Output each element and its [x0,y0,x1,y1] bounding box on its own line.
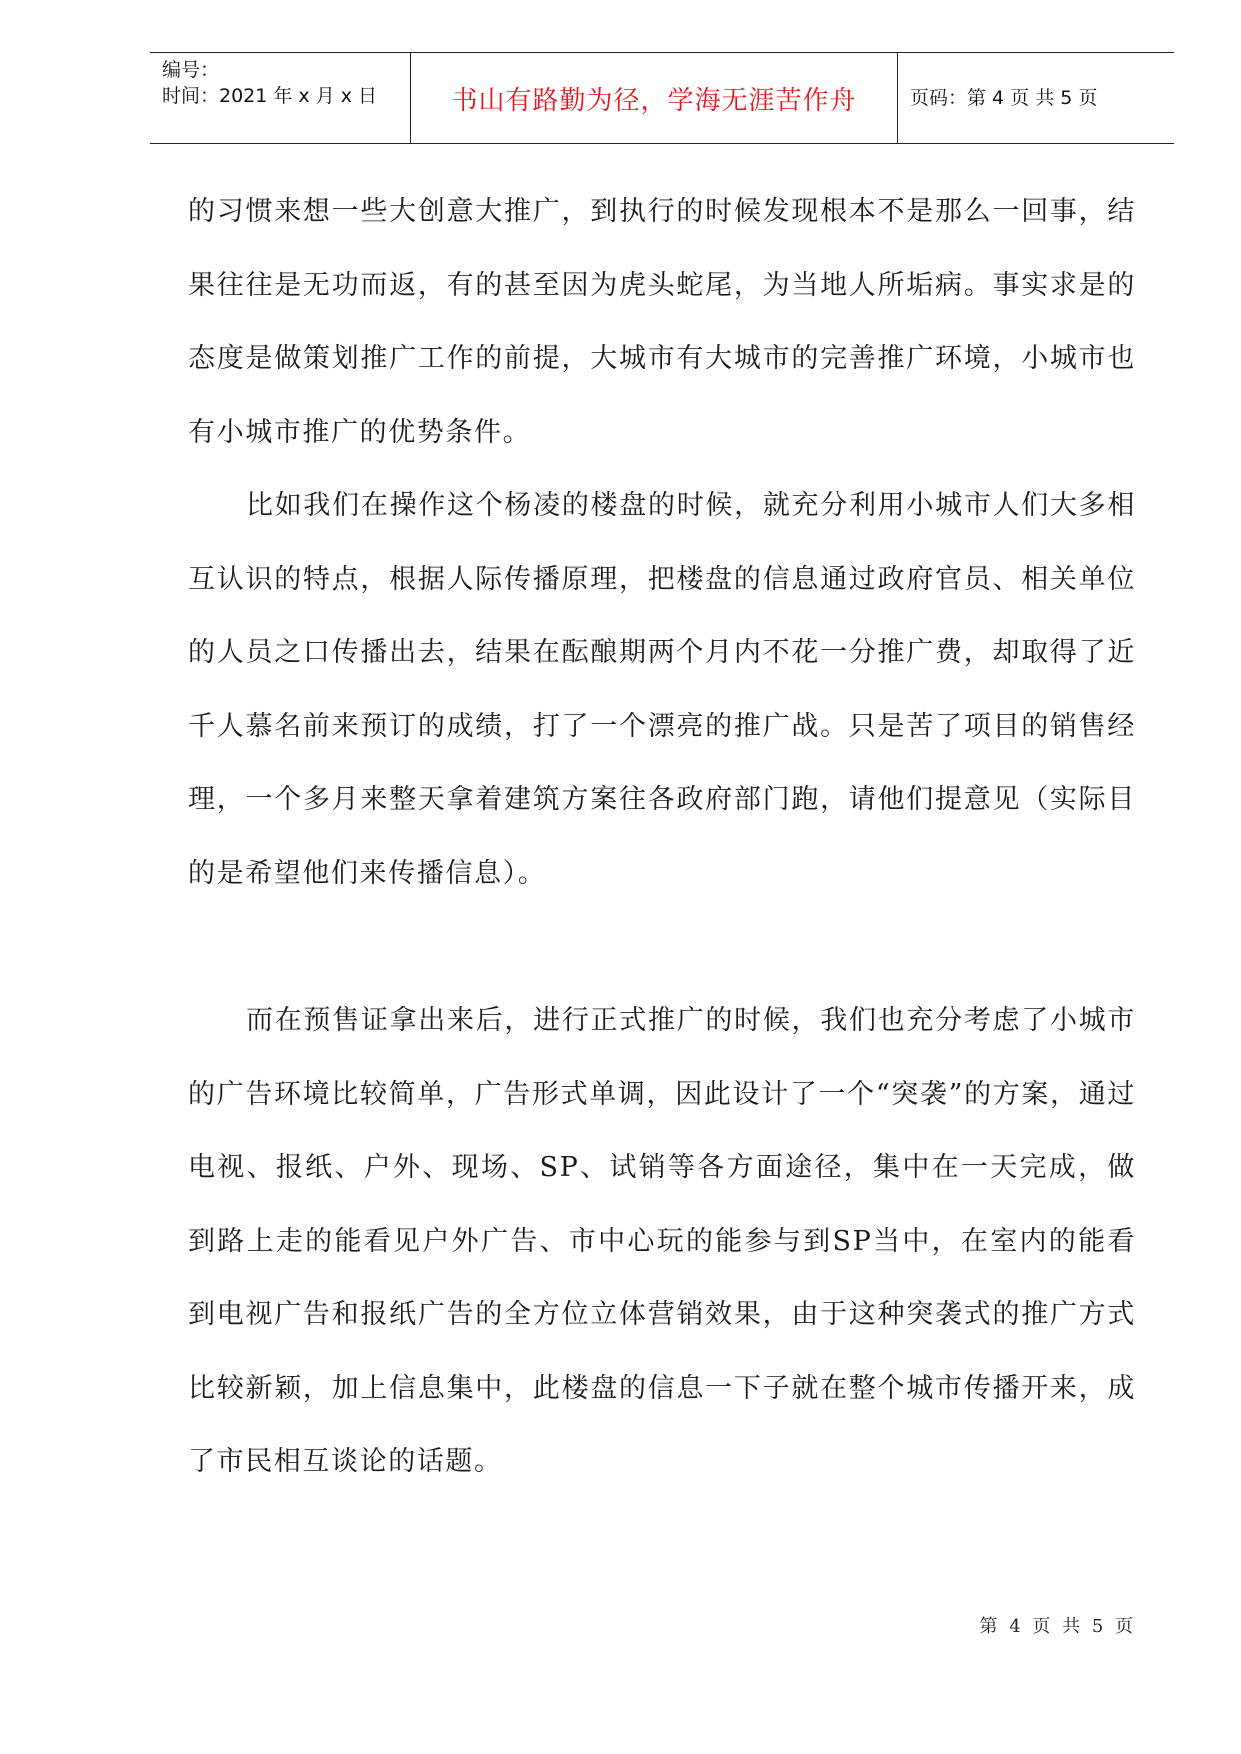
paragraph-spacer [188,910,1136,984]
header-motto: 书山有路勤为径，学海无涯苦作舟 [451,85,857,116]
header-meta-cell [150,53,411,143]
document-number-label: 编号： [162,59,220,81]
header-page-cell [898,53,1174,143]
body-paragraph-3: 而在预售证拿出来后，进行正式推广的时候，我们也充分考虑了小城市的广告环境比较简单，广告形式单调，因此设计了一个“突袭”的方案，通过电视、报纸、户外、现场、SP、试销等各方面途径，集中在一天完成，做到路上走的能看见户外广告、市中心玩的能参与到SP当中，在室内的能看到电视广告和报纸广告的全方位立体营销效果，由于这种突袭式的推广方式比较新颖，加上信息集中，此楼盘的信息一下子就在整个城市传播开来，成了市民相互谈论的话题。 [188,1005,1136,1477]
document-body [188,175,1136,1499]
page-footer: 第 4 页 共 5 页 [979,1616,1136,1637]
body-paragraph-1: 的习惯来想一些大创意大推广，到执行的时候发现根本不是那么一回事，结果往往是无功而返，有的甚至因为虎头蛇尾，为当地人所垢病。事实求是的态度是做策划推广工作的前提，大城市有大城市的完善推广环境，小城市也有小城市推广的优势条件。 [188,196,1136,448]
document-time-label: 时间：2021 年 x 月 x 日 [162,85,378,107]
header-motto-cell [411,53,898,143]
body-paragraph-2: 比如我们在操作这个杨凌的楼盘的时候，就充分利用小城市人们大多相互认识的特点，根据人际传播原理，把楼盘的信息通过政府官员、相关单位的人员之口传播出去，结果在酝酿期两个月内不花一分推广费，却取得了近千人慕名前来预订的成绩，打了一个漂亮的推广战。只是苦了项目的销售经理，一个多月来整天拿着建筑方案往各政府部门跑，请他们提意见（实际目的是希望他们来传播信息）。 [188,490,1136,889]
header-page-info: 页码：第 4 页 共 5 页 [910,87,1098,109]
document-header [150,52,1174,144]
